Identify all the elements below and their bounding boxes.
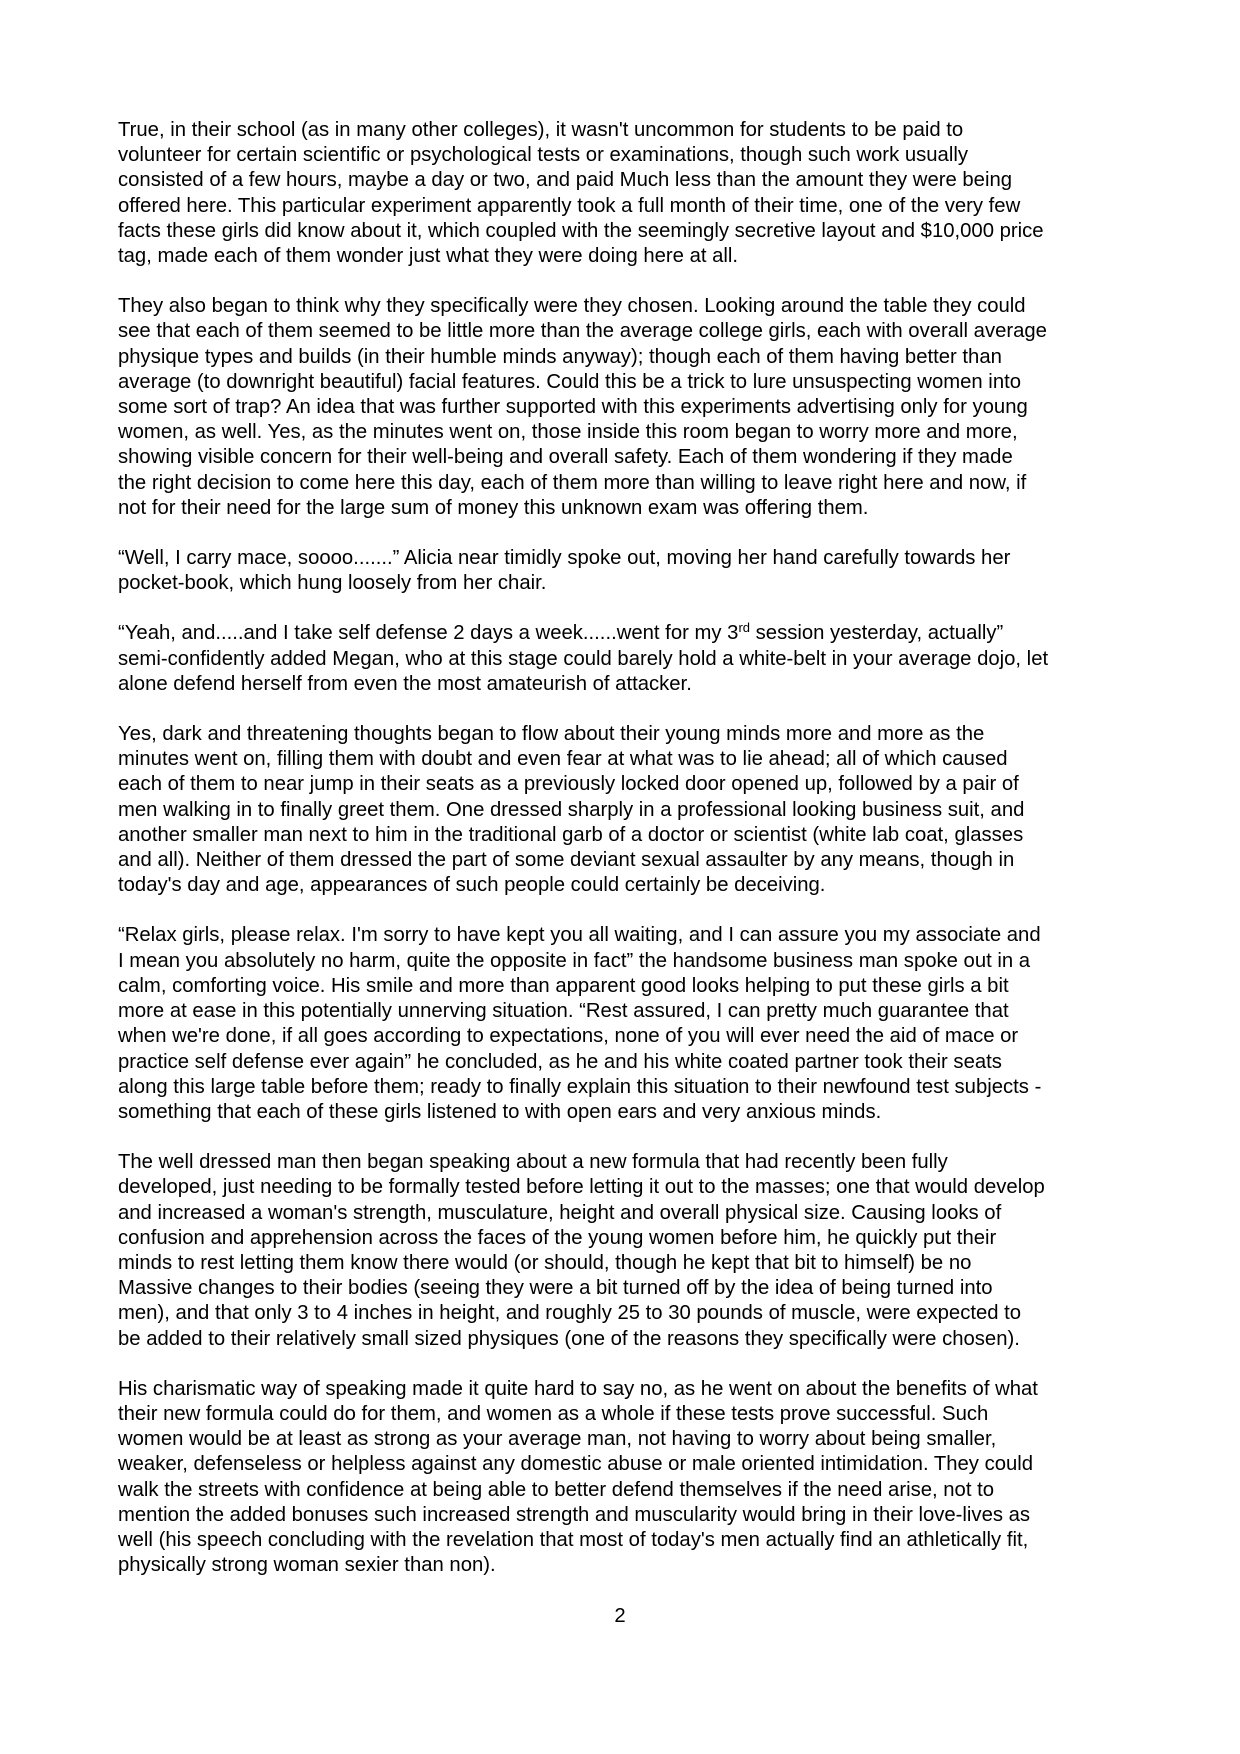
- paragraph-school-volunteering: True, in their school (as in many other colleges), it wasn't uncommon for students to be paid to volunteer for certain scientific or psychological tests or examinations, though such work usually consisted of a few hours, maybe a day or two, and paid Much less than the amount they were being offered here. This particular experiment apparently took a full month of their time, one of the very few facts these girls did know about it, which coupled with the seemingly secretive layout and $10,000 price tag, made each of them wonder just what they were doing here at all.: [118, 119, 1044, 268]
- paragraph-new-formula: The well dressed man then began speaking about a new formula that had recently been fully developed, just needing to be formally tested before letting it out to the masses; one that would develop and increased a woman's strength, musculature, height and overall physical size. Causing looks of confusion and apprehension across the faces of the young women before him, he quickly put their minds to rest letting them know there would (or should, though he kept that bit to himself) be no Massive changes to their bodies (seeing they were a bit turned off by the idea of being turned into men), and that only 3 to 4 inches in height, and roughly 25 to 30 pounds of muscle, were expected to be added to their relatively small sized physiques (one of the reasons they specifically were chosen).: [118, 1151, 1045, 1350]
- paragraph-charismatic-speech: His charismatic way of speaking made it quite hard to say no, as he went on about the benefits of what their new formula could do for them, and women as a whole if these tests prove successful. Such women would be at least as strong as your average man, not having to worry about being smaller, weaker, defenseless or helpless against any domestic abuse or male oriented intimidation. They could walk the streets with confidence at being able to better defend themselves if the need arise, not to mention the added bonuses such increased strength and muscularity would bring in their love-lives as well (his speech concluding with the revelation that most of today's men actually find an athletically fit, physically strong woman sexier than non).: [118, 1377, 1038, 1577]
- paragraph-men-arrive: Yes, dark and threatening thoughts began to flow about their young minds more and more as the minutes went on, filling them with doubt and even fear at what was to lie ahead; all of which caused each of them to near jump in their seats as a previously locked door opened up, followed by a pair of men walking in to finally greet them. One dressed sharply in a professional looking business suit, and another smaller man next to him in the traditional garb of a doctor or scientist (white lab coat, glasses and all). Neither of them dressed the part of some deviant sexual assaulter by any means, though in today's day and age, appearances of such people could certainly be deceiving.: [118, 723, 1025, 897]
- megan-text-before-superscript: “Yeah, and.....and I take self defense 2 days a week......went for my 3: [118, 622, 739, 645]
- megan-text-after-superscript: session yesterday, actually” semi-confidently added Megan, who at this stage could barely hold a white-belt in your average dojo, let alone defend herself from even the most amateurish of attacker.: [118, 622, 1049, 695]
- paragraph-why-chosen: They also began to think why they specifically were they chosen. Looking around the table they could see that each of them seemed to be little more than the average college girls, each with overall average physique types and builds (in their humble minds anyway); though each of them having better than average (to downright beautiful) facial features. Could this be a trick to lure unsuspecting women into some sort of trap? An idea that was further supported with this experiments advertising only for young women, as well. Yes, as the minutes went on, those inside this room began to worry more and more, showing visible concern for their well-being and overall safety. Each of them wondering if they made the right decision to come here this day, each of them more than willing to leave right here and now, if not for their need for the large sum of money this unknown exam was offering them.: [118, 295, 1047, 519]
- ordinal-superscript: rd: [738, 620, 751, 636]
- page-number: 2: [614, 1605, 626, 1627]
- paragraph-alicia-mace: “Well, I carry mace, soooo.......” Alicia near timidly spoke out, moving her hand carefully towards her pocket-book, which hung loosely from her chair.: [118, 547, 1011, 595]
- body-text: [118, 118, 1128, 1603]
- paragraph-relax-girls: “Relax girls, please relax. I'm sorry to have kept you all waiting, and I can assure you my associate and I mean you absolutely no harm, quite the opposite in fact” the handsome business man spoke out in a calm, comforting voice. His smile and more than apparent good looks helping to put these girls a bit more at ease in this potentially unnerving situation. “Rest assured, I can pretty much guarantee that when we're done, if all goes according to expectations, none of you will ever need the aid of mace or practice self defense ever again” he concluded, as he and his white coated partner took their seats along this large table before them; ready to finally explain this situation to their newfound test subjects - something that each of these girls listened to with open ears and very anxious minds.: [118, 924, 1042, 1123]
- paragraph-megan-self-defense: [118, 621, 1128, 697]
